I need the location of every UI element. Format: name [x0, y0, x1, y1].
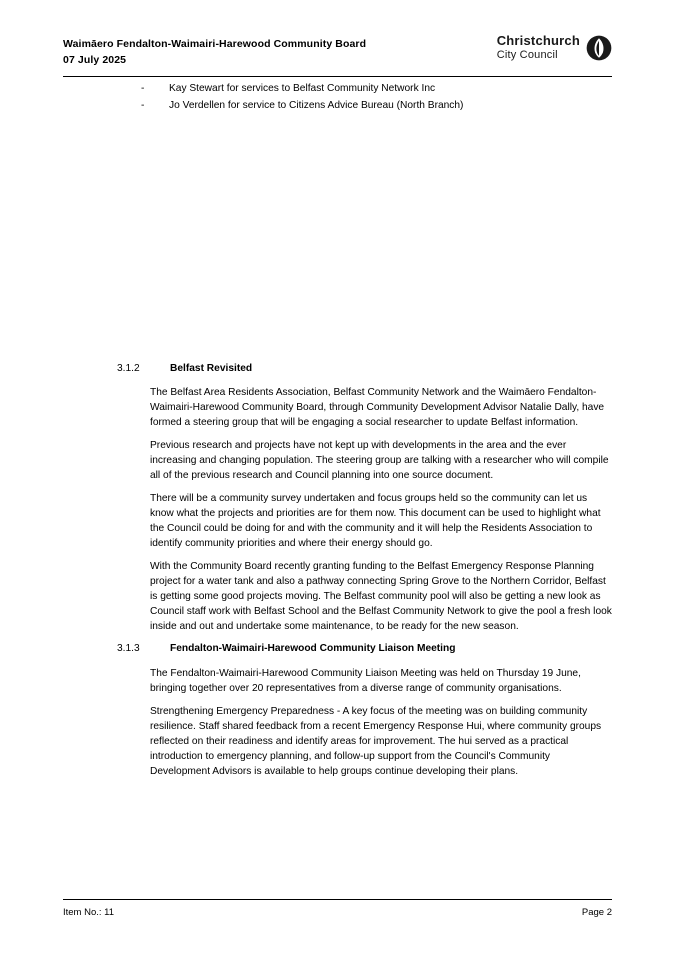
logo-line-christchurch: Christchurch [496, 33, 580, 48]
blank-space [63, 116, 612, 362]
section-heading-312 [63, 362, 612, 377]
section-number: 3.1.2 [117, 362, 140, 374]
page-header [63, 33, 612, 76]
paragraph: There will be a community survey undertaken and focus groups held so the community can let us know what the projects and priorities are for them now. This document can be used to highlight what the Council could be doing for and with the community and it will help the Residents Association to identify community priorities and where their energy should go. [150, 493, 601, 550]
section-body-312 [150, 386, 612, 635]
spacer [63, 657, 612, 667]
section-title: Belfast Revisited [170, 362, 253, 374]
section-title: Fendalton-Waimairi-Harewood Community Liaison Meeting [170, 643, 456, 655]
logo-text [497, 34, 580, 62]
christchurch-city-council-logo [497, 34, 612, 62]
paragraph: Strengthening Emergency Preparedness - A key focus of the meeting was on building community resilience. Staff shared feedback from a recent Emergency Response Hui, where community groups reflected on their readiness and identify areas for improvement. The hui served as a practical introduction to emergency planning, and follow-up support from the Council's Community Development Advisors is available to help groups continue developing their plans. [150, 705, 602, 777]
spacer [63, 635, 612, 642]
list-item [63, 82, 612, 97]
header-title-block [63, 36, 366, 69]
footer-item-number: Item No.: 11 [63, 907, 115, 918]
paragraph: The Belfast Area Residents Association, Belfast Community Network and the Waimāero Fendalton-Waimairi-Harewood Community Board, through Community Development Advisor Natalie Dally, have formed a steering group that will be engaging a social researcher to update Belfast information. [150, 387, 605, 429]
list-item-text: Jo Verdellen for service to Citizens Advice Bureau (North Branch) [169, 99, 464, 111]
header-board-name: Waimāero Fendalton-Waimairi-Harewood Community Board [63, 38, 367, 50]
paragraph: The Fendalton-Waimairi-Harewood Community Liaison Meeting was held on Thursday 19 June, bringing together over 20 representatives from a diverse range of community organisations. [150, 667, 581, 694]
page-footer [63, 907, 612, 918]
bullet-marker: - [141, 99, 145, 111]
section-number: 3.1.3 [117, 643, 140, 655]
footer-page-number: Page 2 [581, 907, 612, 918]
paragraph: With the Community Board recently granting funding to the Belfast Emergency Response Planning project for a water tank and also a pathway connecting Spring Grove to the Northern Corridor, Belfast is getting some good projects moving. The Belfast community pool will also be getting a new look as Council staff work with Belfast School and the Belfast Community Network to give the pool a fresh look inside and out and undertake some maintenance, to be ready for the new season. [150, 561, 612, 633]
paragraph: Previous research and projects have not kept up with developments in the area and the ever increasing and changing population. The steering group are talking with a researcher who will compile all of the previous research and Council planning into one source document. [150, 440, 609, 482]
city-council-logo-icon [586, 35, 612, 61]
spacer [63, 376, 612, 386]
header-divider [63, 76, 612, 77]
section-body-313 [150, 667, 612, 780]
header-meeting-date: 07 July 2025 [63, 54, 127, 67]
footer-divider [63, 899, 612, 900]
page-content [63, 82, 612, 780]
list-item [63, 99, 612, 114]
section-heading-313 [63, 642, 612, 657]
list-item-text: Kay Stewart for services to Belfast Community Network Inc [169, 83, 436, 94]
award-recipient-list [63, 82, 612, 114]
logo-line-city-council: City Council [496, 48, 558, 61]
bullet-marker: - [141, 83, 145, 94]
